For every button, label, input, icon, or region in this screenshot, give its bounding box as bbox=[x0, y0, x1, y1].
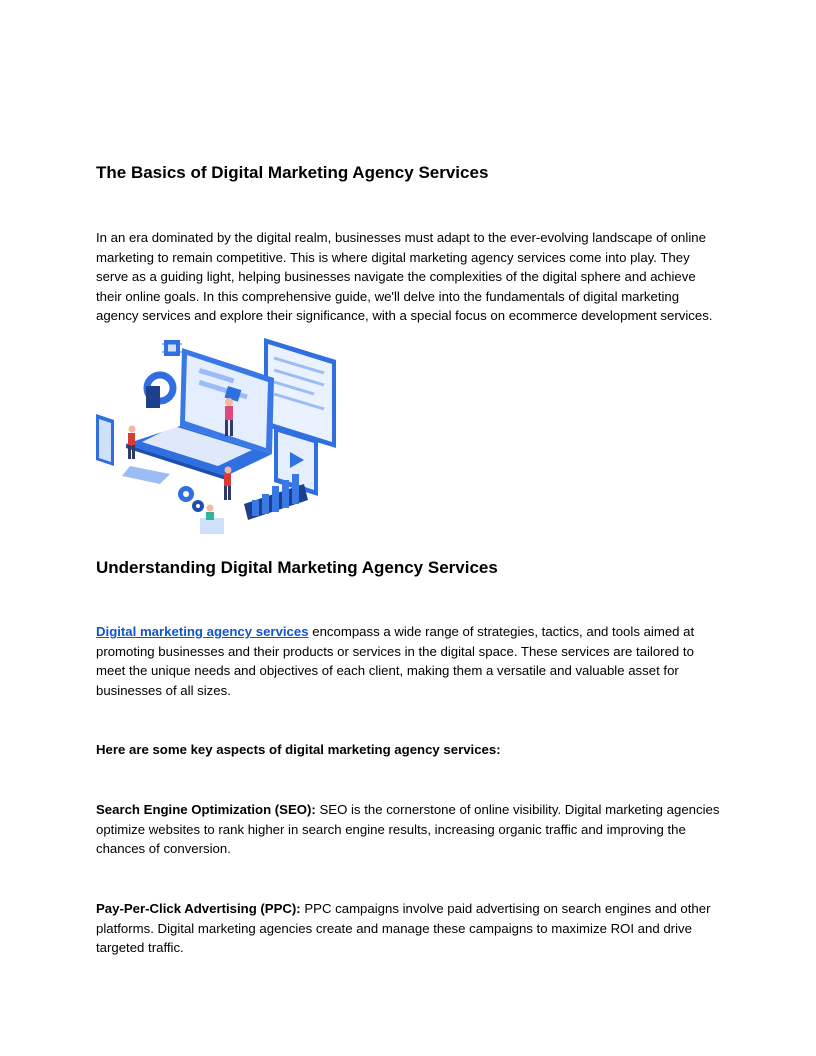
seo-label: Search Engine Optimization (SEO): bbox=[96, 802, 316, 817]
definition-text: encompass a wide range of strategies, tactics, and tools aimed at promoting businesses and their products or services in the digital space. These services are tailored to meet the unique needs and objectives of each client, making them a versatile and valuable asset for businesses of all sizes. bbox=[96, 624, 695, 698]
digital-marketing-services-link[interactable]: Digital marketing agency services bbox=[96, 624, 309, 639]
digital-marketing-illustration bbox=[96, 334, 338, 546]
person-figure-middle bbox=[224, 467, 232, 501]
section-heading-understanding: Understanding Digital Marketing Agency Services bbox=[96, 558, 498, 577]
aspects-intro: Here are some key aspects of digital marketing agency services: bbox=[96, 742, 501, 757]
ppc-text: PPC campaigns involve paid advertising on search engines and other platforms. Digital marketing agencies create and manage these campaigns to maximize ROI and drive targeted traffic. bbox=[96, 901, 711, 955]
person-figure-desk bbox=[200, 505, 224, 535]
ppc-label: Pay-Per-Click Advertising (PPC): bbox=[96, 901, 301, 916]
section-heading-basics: The Basics of Digital Marketing Agency Services bbox=[96, 163, 489, 182]
intro-paragraph: In an era dominated by the digital realm, businesses must adapt to the ever-evolving landscape of online marketing to remain competitive. This is where digital marketing agency services come into play. They serve as a guiding light, helping businesses navigate the complexities of the digital sphere and achieve their online goals. In this comprehensive guide, we'll delve into the fundamentals of digital marketing agency services and explore their significance, with a special focus on ecommerce development services. bbox=[96, 230, 713, 323]
seo-text: SEO is the cornerstone of online visibility. Digital marketing agencies optimize websites to rank higher in search engine results, increasing organic traffic and improving the chances of conversion. bbox=[96, 802, 720, 856]
ppc-paragraph bbox=[96, 899, 722, 958]
definition-paragraph bbox=[96, 622, 722, 700]
seo-paragraph bbox=[96, 800, 722, 859]
person-figure-left bbox=[128, 426, 136, 460]
